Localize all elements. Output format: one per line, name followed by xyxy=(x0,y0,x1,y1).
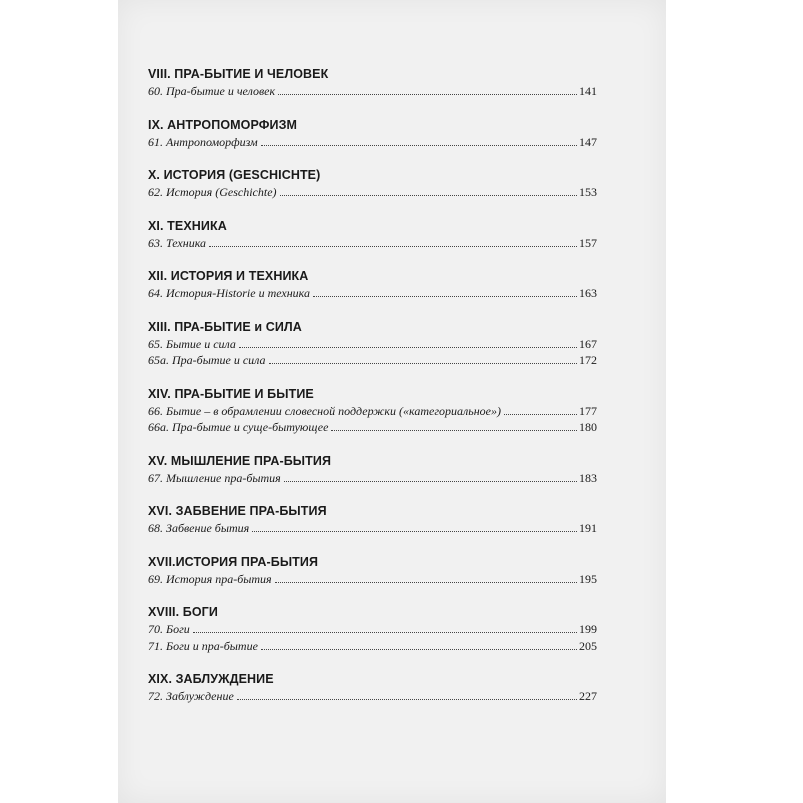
section-title: XVI. ЗАБВЕНИЕ ПРА-БЫТИЯ xyxy=(148,504,327,518)
section-title: XVII.ИСТОРИЯ ПРА-БЫТИЯ xyxy=(148,554,319,569)
page-number: 153 xyxy=(579,185,597,199)
dot-leader xyxy=(261,145,577,146)
toc-entry[interactable] xyxy=(148,688,597,705)
page-number: 227 xyxy=(579,689,597,703)
page-number: 183 xyxy=(579,470,597,485)
dot-leader xyxy=(193,632,577,633)
toc-section xyxy=(148,386,597,436)
page-number: 205 xyxy=(579,638,597,653)
entry-label: 64. История-Historie и техника xyxy=(148,286,310,300)
toc-entry[interactable] xyxy=(148,638,597,655)
entry-label: 60. Пра-бытие и человек xyxy=(148,84,276,98)
entry-label: 66. Бытие – в обрамлении словесной поддержки («категориальное») xyxy=(148,403,501,418)
toc-section xyxy=(148,554,597,588)
dot-leader xyxy=(237,699,577,700)
toc-section xyxy=(148,319,597,369)
dot-leader xyxy=(284,481,577,482)
dot-leader xyxy=(261,649,577,650)
section-title: X. ИСТОРИЯ (GESCHICHTE) xyxy=(148,168,321,182)
toc-entry[interactable] xyxy=(148,571,597,588)
dot-leader xyxy=(239,347,577,348)
toc-entry[interactable] xyxy=(148,134,597,151)
dot-leader xyxy=(275,582,577,583)
page-number: 141 xyxy=(579,84,597,98)
toc-entry[interactable] xyxy=(148,235,597,252)
page-number: 191 xyxy=(579,521,597,535)
entry-label: 61. Антропоморфизм xyxy=(148,134,258,149)
page-number: 172 xyxy=(579,353,597,367)
entry-label: 72. Заблуждение xyxy=(148,689,234,703)
toc-entry[interactable] xyxy=(148,352,597,369)
section-title: XV. МЫШЛЕНИЕ ПРА-БЫТИЯ xyxy=(148,453,332,468)
section-title: XIX. ЗАБЛУЖДЕНИЕ xyxy=(148,672,274,686)
section-title: IX. АНТРОПОМОРФИЗМ xyxy=(148,117,298,132)
dot-leader xyxy=(209,246,577,247)
entry-label: 66а. Пра-бытие и суще-бытующее xyxy=(148,420,329,434)
entry-label: 68. Забвение бытия xyxy=(148,521,250,535)
toc-section xyxy=(148,453,597,487)
toc-entry[interactable] xyxy=(148,403,597,420)
page-number: 195 xyxy=(579,571,597,586)
toc-entry[interactable] xyxy=(148,621,597,638)
page-number: 163 xyxy=(579,286,597,300)
page-number: 157 xyxy=(579,235,597,250)
page-number: 180 xyxy=(579,420,597,434)
dot-leader xyxy=(252,531,577,532)
entry-label: 65. Бытие и сила xyxy=(148,336,236,351)
toc-entry[interactable] xyxy=(148,184,597,201)
page-number: 167 xyxy=(579,336,597,351)
toc-entry[interactable] xyxy=(148,285,597,302)
section-title: VIII. ПРА-БЫТИЕ И ЧЕЛОВЕК xyxy=(148,67,329,81)
entry-label: 67. Мышление пра-бытия xyxy=(148,470,281,485)
toc-entry[interactable] xyxy=(148,520,597,537)
entry-label: 69. История пра-бытия xyxy=(148,571,272,586)
dot-leader xyxy=(280,195,577,196)
dot-leader xyxy=(331,430,577,431)
toc-section xyxy=(148,167,597,201)
toc-entry[interactable] xyxy=(148,470,597,487)
dot-leader xyxy=(269,363,577,364)
toc-section xyxy=(148,604,597,654)
entry-label: 62. История (Geschichte) xyxy=(148,185,277,199)
toc-section xyxy=(148,268,597,302)
section-title: XIV. ПРА-БЫТИЕ И БЫТИЕ xyxy=(148,386,314,401)
toc-section xyxy=(148,671,597,705)
section-title: XII. ИСТОРИЯ И ТЕХНИКА xyxy=(148,269,309,283)
toc-entry[interactable] xyxy=(148,419,597,436)
entry-label: 63. Техника xyxy=(148,235,207,250)
dot-leader xyxy=(504,414,577,415)
toc-section xyxy=(148,503,597,537)
toc-section xyxy=(148,218,597,252)
entry-label: 70. Боги xyxy=(148,622,190,636)
section-title: XVIII. БОГИ xyxy=(148,605,218,619)
toc-section xyxy=(148,117,597,151)
dot-leader xyxy=(313,296,577,297)
toc-section xyxy=(148,66,597,100)
section-title: XI. ТЕХНИКА xyxy=(148,218,227,233)
entry-label: 65а. Пра-бытие и сила xyxy=(148,353,266,367)
toc-entry[interactable] xyxy=(148,336,597,353)
section-title: XIII. ПРА-БЫТИЕ и СИЛА xyxy=(148,319,302,334)
page-number: 147 xyxy=(579,134,597,149)
dot-leader xyxy=(278,94,577,95)
toc-entry[interactable] xyxy=(148,83,597,100)
entry-label: 71. Боги и пра-бытие xyxy=(148,638,258,653)
page-number: 199 xyxy=(579,622,597,636)
table-of-contents xyxy=(148,66,597,722)
page-number: 177 xyxy=(579,403,597,418)
